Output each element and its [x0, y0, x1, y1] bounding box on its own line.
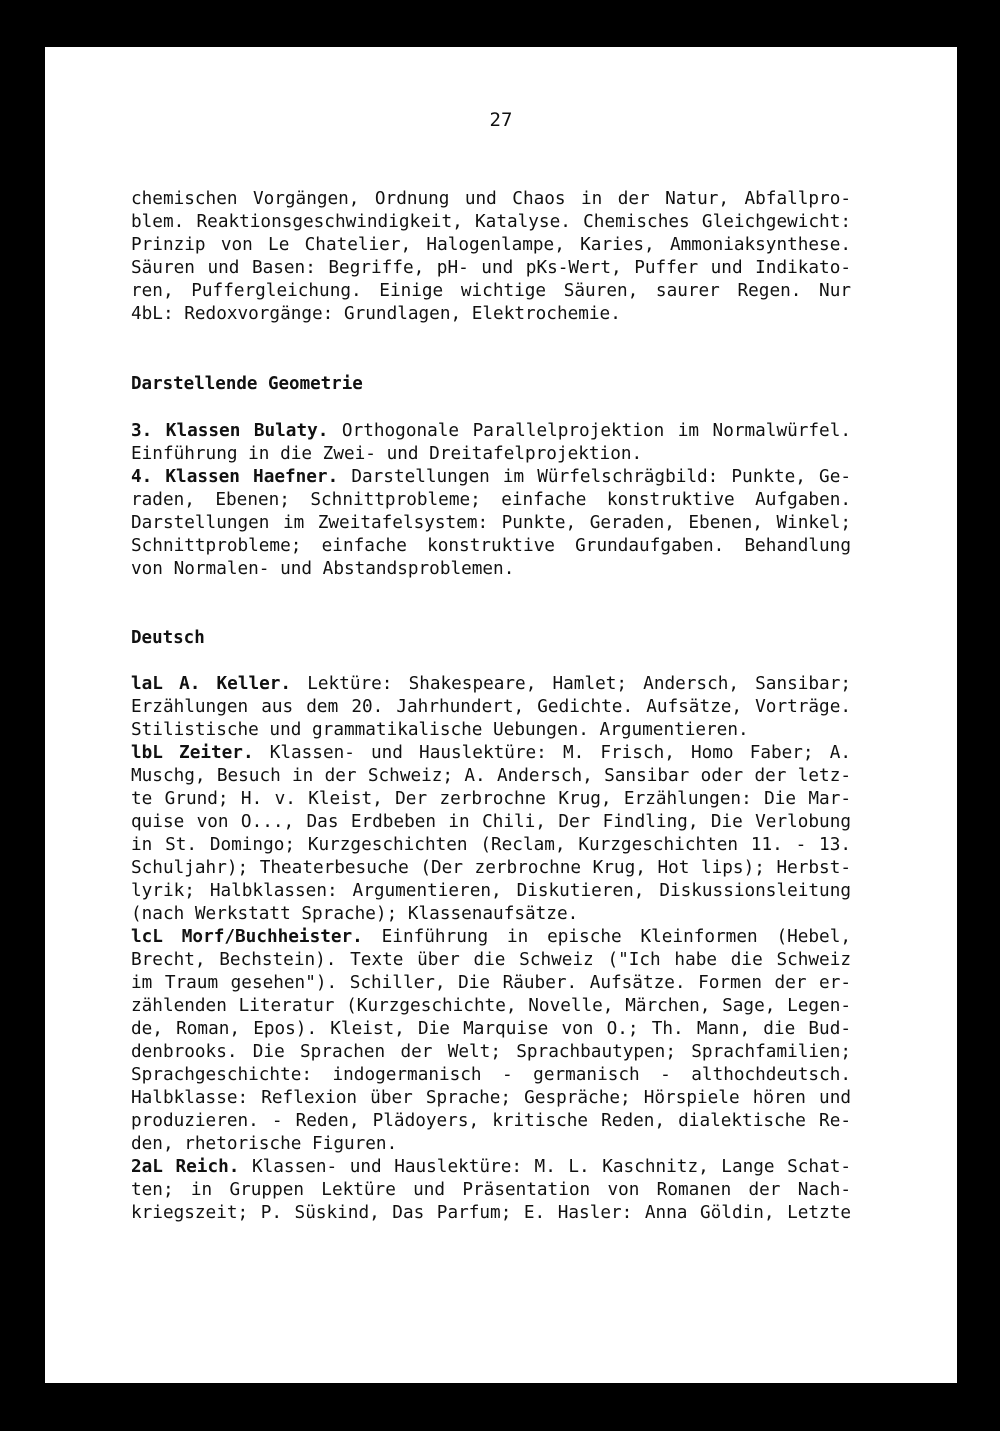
dg-4-klassen-line: raden, Ebenen; Schnittprobleme; einfache konstruktive Aufgaben.: [131, 490, 851, 510]
deutsch-lcl-line: de, Roman, Epos). Kleist, Die Marquise von O.; Th. Mann, die Bud-: [131, 1019, 851, 1039]
deutsch-2al-line: kriegszeit; P. Süskind, Das Parfum; E. Hasler: Anna Göldin, Letzte: [131, 1203, 851, 1223]
deutsch-2al-line: ten; in Gruppen Lektüre und Präsentation von Romanen der Nach-: [131, 1180, 851, 1200]
deutsch-lcl-line: Sprachgeschichte: indogermanisch - germanisch - althochdeutsch.: [131, 1065, 851, 1085]
intro-line: chemischen Vorgängen, Ordnung und Chaos in der Natur, Abfallpro-: [131, 189, 851, 209]
deutsch-lal-line: laL A. Keller. Lektüre: Shakespeare, Hamlet; Andersch, Sansibar;: [131, 674, 851, 694]
dg-4-klassen-line: Darstellungen im Zweitafelsystem: Punkte, Geraden, Ebenen, Winkel;: [131, 513, 851, 533]
deutsch-lcl-line: im Traum gesehen"). Schiller, Die Räuber. Aufsätze. Formen der er-: [131, 973, 851, 993]
dg-4-klassen-line: Schnittprobleme; einfache konstruktive Grundaufgaben. Behandlung: [131, 536, 851, 556]
deutsch-lbl-line: Muschg, Besuch in der Schweiz; A. Andersch, Sansibar oder der letz-: [131, 766, 851, 786]
deutsch-lbl-line: (nach Werkstatt Sprache); Klassenaufsätze.: [131, 904, 579, 924]
deutsch-lcl-line: Halbklasse: Reflexion über Sprache; Gespräche; Hörspiele hören und: [131, 1088, 851, 1108]
deutsch-lbl-line: quise von O..., Das Erdbeben in Chili, Der Findling, Die Verlobung: [131, 812, 851, 832]
deutsch-lbl-line: in St. Domingo; Kurzgeschichten (Reclam, Kurzgeschichten 11. - 13.: [131, 835, 851, 855]
dg-3-klassen-line: 3. Klassen Bulaty. Orthogonale Parallelprojektion im Normalwürfel.: [131, 421, 851, 441]
deutsch-lcl-line: lcL Morf/Buchheister. Einführung in epische Kleinformen (Hebel,: [131, 927, 851, 947]
section-title-darstellende-geometrie: Darstellende Geometrie: [131, 374, 363, 394]
deutsch-lcl-line: zählenden Literatur (Kurzgeschichte, Novelle, Märchen, Sage, Legen-: [131, 996, 851, 1016]
deutsch-lbl-line: Schuljahr); Theaterbesuche (Der zerbrochne Krug, Hot lips); Herbst-: [131, 858, 851, 878]
deutsch-2al-label: 2aL Reich.: [131, 1157, 240, 1177]
deutsch-lal-line: Erzählungen aus dem 20. Jahrhundert, Gedichte. Aufsätze, Vorträge.: [131, 697, 851, 717]
page-number: 27: [489, 109, 513, 131]
deutsch-lbl-line: lbL Zeiter. Klassen- und Hauslektüre: M. Frisch, Homo Faber; A.: [131, 743, 851, 763]
deutsch-lcl-line: denbrooks. Die Sprachen der Welt; Sprachbautypen; Sprachfamilien;: [131, 1042, 851, 1062]
deutsch-lcl-line: produzieren. - Reden, Plädoyers, kritische Reden, dialektische Re-: [131, 1111, 851, 1131]
dg-4-klassen-label: 4. Klassen Haefner.: [131, 467, 339, 487]
dg-4-klassen-line: von Normalen- und Abstandsproblemen.: [131, 559, 515, 579]
deutsch-lal-label: laL A. Keller.: [131, 674, 292, 694]
deutsch-lcl-line: den, rhetorische Figuren.: [131, 1134, 398, 1154]
intro-line: Prinzip von Le Chatelier, Halogenlampe, Karies, Ammoniaksynthese.: [131, 235, 851, 255]
deutsch-lcl-label: lcL Morf/Buchheister.: [131, 927, 363, 947]
intro-line: 4bL: Redoxvorgänge: Grundlagen, Elektrochemie.: [131, 304, 621, 324]
intro-line: blem. Reaktionsgeschwindigkeit, Katalyse. Chemisches Gleichgewicht:: [131, 212, 851, 232]
intro-line: ren, Puffergleichung. Einige wichtige Säuren, saurer Regen. Nur: [131, 281, 851, 301]
deutsch-lbl-label: lbL Zeiter.: [131, 743, 254, 763]
dg-4-klassen-line: 4. Klassen Haefner. Darstellungen im Würfelschrägbild: Punkte, Ge-: [131, 467, 851, 487]
dg-3-klassen-line: Einführung in die Zwei- und Dreitafelprojektion.: [131, 444, 643, 464]
intro-line: Säuren und Basen: Begriffe, pH- und pKs-Wert, Puffer und Indikato-: [131, 258, 851, 278]
deutsch-lbl-line: lyrik; Halbklassen: Argumentieren, Diskutieren, Diskussionsleitung: [131, 881, 851, 901]
deutsch-lbl-line: te Grund; H. v. Kleist, Der zerbrochne Krug, Erzählungen: Die Mar-: [131, 789, 851, 809]
deutsch-lcl-line: Brecht, Bechstein). Texte über die Schweiz ("Ich habe die Schweiz: [131, 950, 851, 970]
dg-3-klassen-label: 3. Klassen Bulaty.: [131, 421, 329, 441]
document-page: [45, 47, 957, 1383]
section-title-deutsch: Deutsch: [131, 628, 205, 648]
deutsch-lal-line: Stilistische und grammatikalische Uebungen. Argumentieren.: [131, 720, 749, 740]
deutsch-2al-line: 2aL Reich. Klassen- und Hauslektüre: M. L. Kaschnitz, Lange Schat-: [131, 1157, 851, 1177]
